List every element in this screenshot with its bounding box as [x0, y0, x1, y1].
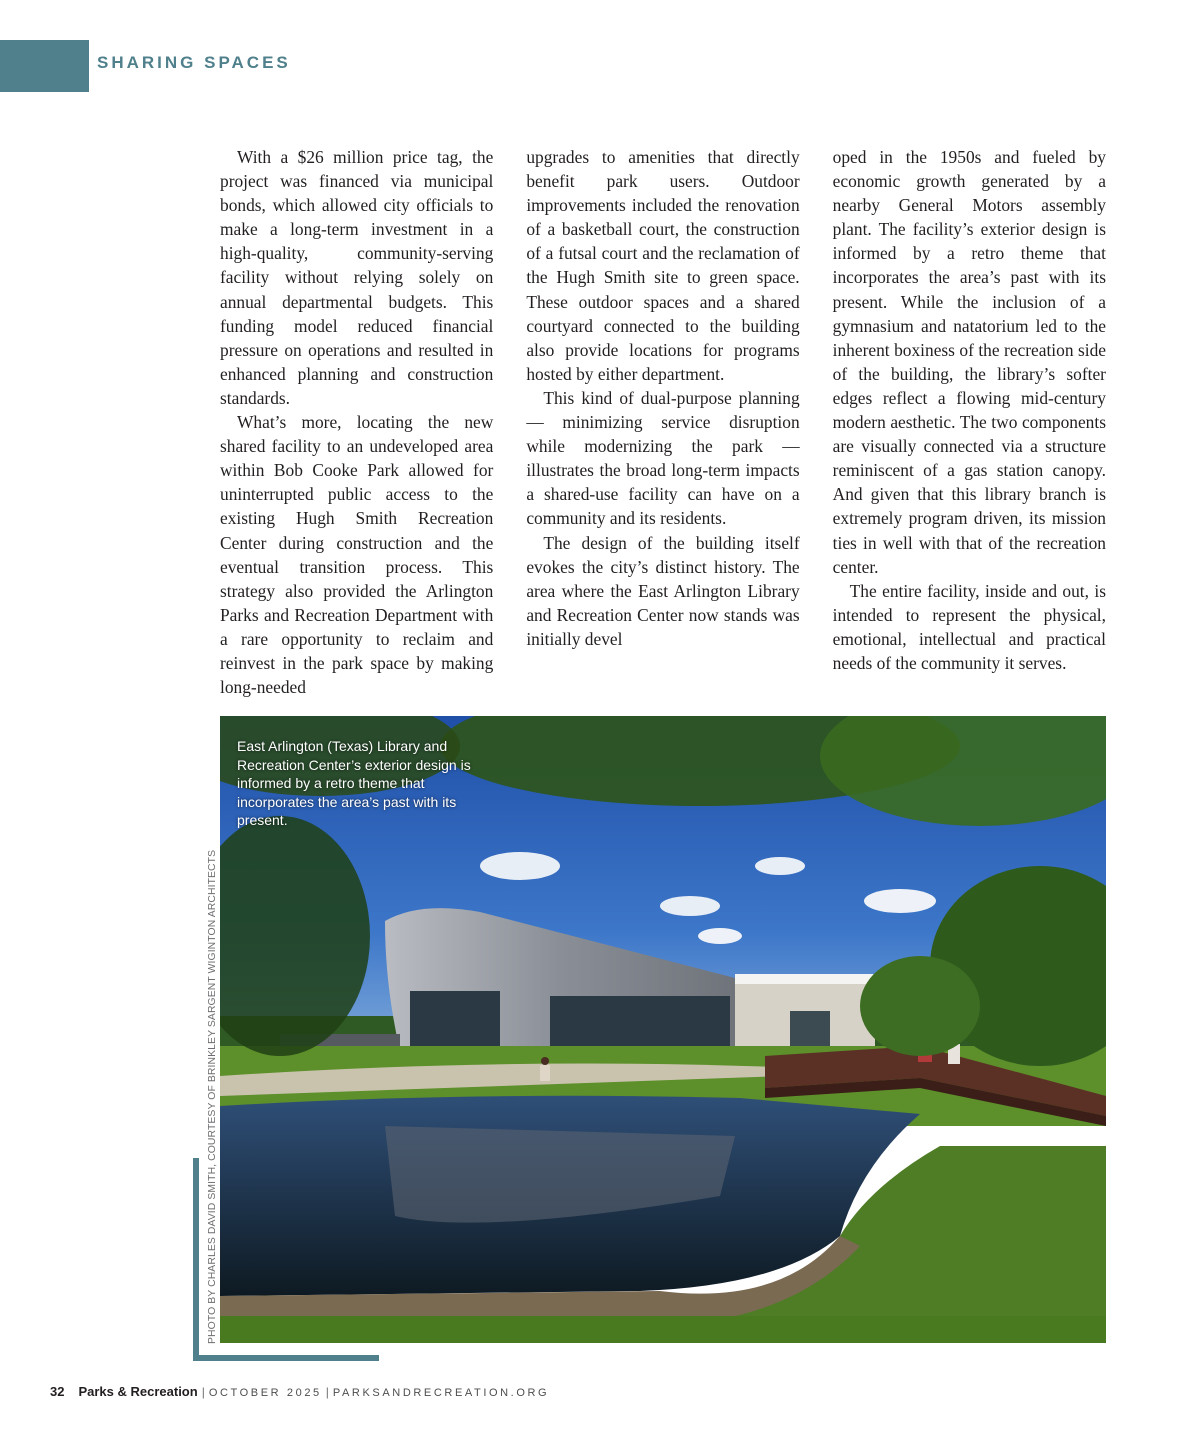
magazine-name: Parks & Recreation: [78, 1384, 198, 1399]
photo-credit: PHOTO BY CHARLES DAVID SMITH, COURTESY OF BRINKLEY SARGENT WIGINTON ARCHITECTS: [207, 849, 218, 1344]
page-number: 32: [50, 1384, 65, 1399]
accent-bracket-vertical: [193, 1158, 199, 1361]
paragraph: oped in the 1950s and fueled by economic growth generated by a nearby General Motors assembly plant. The facility’s exterior design is informed by a retro theme that incorporates the area’s past with its present. While the inclusion of a gymnasium and natatorium led to the inherent boxiness of the recreation side of the building, the library’s softer edges reflect a flowing mid-century modern aesthetic. The two components are visually connected via a structure reminiscent of a gas station canopy. And given that this library branch is extremely program driven, its mission ties in well with that of the recreation center.: [832, 147, 1106, 577]
page-footer: [50, 1384, 549, 1399]
accent-bracket-horizontal: [193, 1355, 379, 1361]
column-3: [833, 145, 1106, 705]
paragraph: This kind of dual-purpose planning — minimizing service disruption while modernizing the park — illustrates the broad long-term impacts a shared-use facility can have on a community and its residents.: [526, 387, 800, 529]
facility-photo: [220, 716, 1106, 1343]
photo-caption: East Arlington (Texas) Library and Recreation Center’s exterior design is informed by a retro theme that incorporates the area’s past with its present.: [237, 738, 471, 828]
paragraph: The design of the building itself evokes the city’s distinct history. The area where the East Arlington Library and Recreation Center now stands was initially devel: [526, 532, 800, 649]
section-color-bar: [0, 40, 89, 92]
paragraph: upgrades to amenities that directly benefit park users. Outdoor improvements included the renovation of a basketball court, the construction of a futsal court and the reclamation of the Hugh Smith site to green space. These outdoor spaces and a shared courtyard connected to the building also provide locations for programs hosted by either department.: [526, 147, 800, 384]
section-label: SHARING SPACES: [97, 53, 291, 72]
paragraph: What’s more, locating the new shared facility to an undeveloped area within Bob Cooke Park allowed for uninterrupted public access to the existing Hugh Smith Recreation Center during construction and the eventual transition process. This strategy also provided the Arlington Parks and Recreation Department with a rare opportunity to reclaim and reinvest in the park space by making long-needed: [220, 412, 494, 698]
website-link[interactable]: PARKSANDRECREATION.ORG: [332, 1387, 550, 1399]
column-2: [526, 145, 799, 705]
paragraph: With a $26 million price tag, the project was financed via municipal bonds, which allowed city officials to make a long-term investment in a high-quality, community-serving facility without relying solely on annual departmental budgets. This funding model reduced financial pressure on operations and resulted in enhanced planning and construction standards.: [220, 147, 494, 408]
footer-separator: |: [201, 1385, 205, 1399]
paragraph: The entire facility, inside and out, is intended to represent the physical, emotional, intellectual and practical needs of the community it serves.: [832, 580, 1106, 673]
issue-date: OCTOBER 2025: [208, 1387, 322, 1399]
article-body: [220, 145, 1106, 705]
photo-credit-wrapper: [207, 849, 221, 1344]
column-1: [220, 145, 493, 705]
footer-separator: |: [325, 1385, 329, 1399]
